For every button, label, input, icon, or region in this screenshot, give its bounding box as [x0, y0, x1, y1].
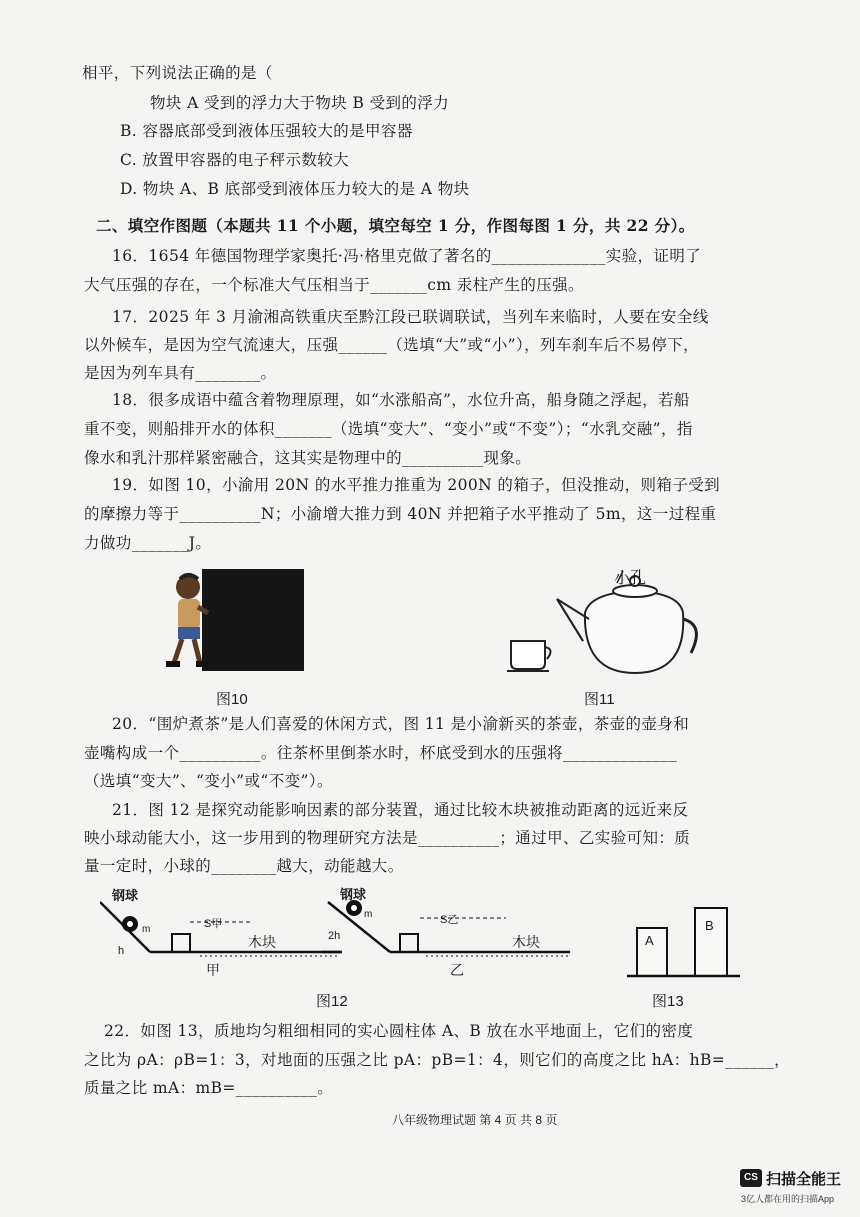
q22-line2: 之比为 ρA：ρB=1：3，对地面的压强之比 pA：pB=1：4，则它们的高度之比 hA：hB=______，: [84, 1051, 790, 1069]
q15-stem-end: 相平，下列说法正确的是（: [82, 64, 273, 82]
q20-line1: 20．“围炉煮茶”是人们喜爱的休闲方式，图 11 是小渝新买的茶壶，茶壶的壶身和: [112, 715, 690, 733]
camscanner-name: 扫描全能王: [766, 1171, 842, 1188]
q17-line1: 17．2025 年 3 月渝湘高铁重庆至黔江段已联调联试，当列车来临时，人要在安全线: [112, 308, 709, 326]
figure-11-hole-label: 小孔: [614, 568, 647, 587]
q17-line3: 是因为列车具有________。: [84, 364, 277, 382]
q21-line3: 量一定时，小球的________越大，动能越大。: [84, 857, 404, 875]
figure-12-mass-2: m: [364, 909, 373, 920]
q19-line3: 力做功_______J。: [84, 534, 212, 552]
q18-line1: 18．很多成语中蕴含着物理原理，如“水涨船高”，水位升高，船身随之浮起，若船: [112, 391, 690, 409]
option-d: D. 物块 A、B 底部受到液体压力较大的是 A 物块: [120, 180, 470, 198]
page-footer: 八年级物理试题 第 4 页 共 8 页: [392, 1113, 558, 1127]
figure-12-caption: 图12: [316, 993, 348, 1010]
q21-line2: 映小球动能大小，这一步用到的物理研究方法是__________；通过甲、乙实验可知：质: [84, 829, 691, 847]
section-2-heading: 二、填空作图题（本题共 11 个小题，填空每空 1 分，作图每图 1 分，共 22 分）。: [96, 216, 695, 235]
figure-12-yi-label: 乙: [450, 962, 464, 978]
figure-12-block-label-2: 木块: [512, 934, 540, 950]
figure-12-ball-label-2: 钢球: [340, 887, 367, 902]
figure-13-caption: 图13: [652, 993, 684, 1010]
q19-line2: 的摩擦力等于__________N；小渝增大推力到 40N 并把箱子水平推动了 5m，这一过程重: [84, 505, 717, 523]
q19-line1: 19．如图 10，小渝用 20N 的水平推力推重为 200N 的箱子，但没推动，则箱子受到: [112, 476, 721, 494]
option-b: B. 容器底部受到液体压强较大的是甲容器: [120, 122, 413, 140]
q16-line2: 大气压强的存在，一个标准大气压相当于_______cm 汞柱产生的压强。: [84, 276, 584, 294]
q16-line1: 16．1654 年德国物理学家奥托·冯·格里克做了著名的______________实验，证明了: [112, 247, 702, 265]
option-a: 物块 A 受到的浮力大于物块 B 受到的浮力: [150, 94, 450, 112]
figure-12-mass-1: m: [142, 924, 151, 935]
q22-line3: 质量之比 mA：mB=__________。: [84, 1079, 334, 1097]
figure-12-block-label-1: 木块: [248, 934, 276, 950]
option-c: C. 放置甲容器的电子秤示数较大: [120, 151, 350, 169]
figure-12-distance-1: S甲: [204, 918, 223, 930]
figure-11-teapot: [505, 563, 705, 683]
figure-12-jia-label: 甲: [206, 962, 220, 978]
figure-13-cylinders: [625, 900, 745, 982]
figure-10-push-box: [160, 565, 320, 680]
figure-12-ball-label-1: 钢球: [112, 888, 139, 903]
figure-11-caption: 图11: [584, 691, 615, 708]
figure-12-height-1: h: [118, 945, 125, 957]
q20-line2: 壶嘴构成一个__________。往茶杯里倒茶水时，杯底受到水的压强将______________: [84, 744, 678, 762]
camscanner-tagline: 3亿人都在用的扫描App: [741, 1194, 835, 1204]
q17-line2: 以外候车，是因为空气流速大，压强______（选填“大”或“小”），列车刹车后不易停下，: [84, 336, 700, 354]
figure-12-distance-2: S乙: [440, 914, 459, 926]
figure-12-height-2: 2h: [328, 930, 341, 942]
q22-line1: 22．如图 13，质地均匀粗细相同的实心圆柱体 A、B 放在水平地面上，它们的密度: [104, 1022, 694, 1040]
q18-line3: 像水和乳汁那样紧密融合，这其实是物理中的__________现象。: [84, 449, 532, 467]
camscanner-badge: CS: [740, 1169, 762, 1187]
q21-line1: 21．图 12 是探究动能影响因素的部分装置，通过比较木块被推动距离的远近来反: [112, 801, 689, 819]
q20-line3: （选填“变大”、“变小”或“不变”）。: [84, 772, 333, 790]
figure-10-caption: 图10: [216, 691, 248, 708]
figure-13-label-a: A: [645, 933, 654, 948]
figure-13-label-b: B: [705, 918, 714, 933]
q18-line2: 重不变，则船排开水的体积_______（选填“变大”、“变小”或“不变”）；“水乳交融”，指: [84, 420, 693, 438]
